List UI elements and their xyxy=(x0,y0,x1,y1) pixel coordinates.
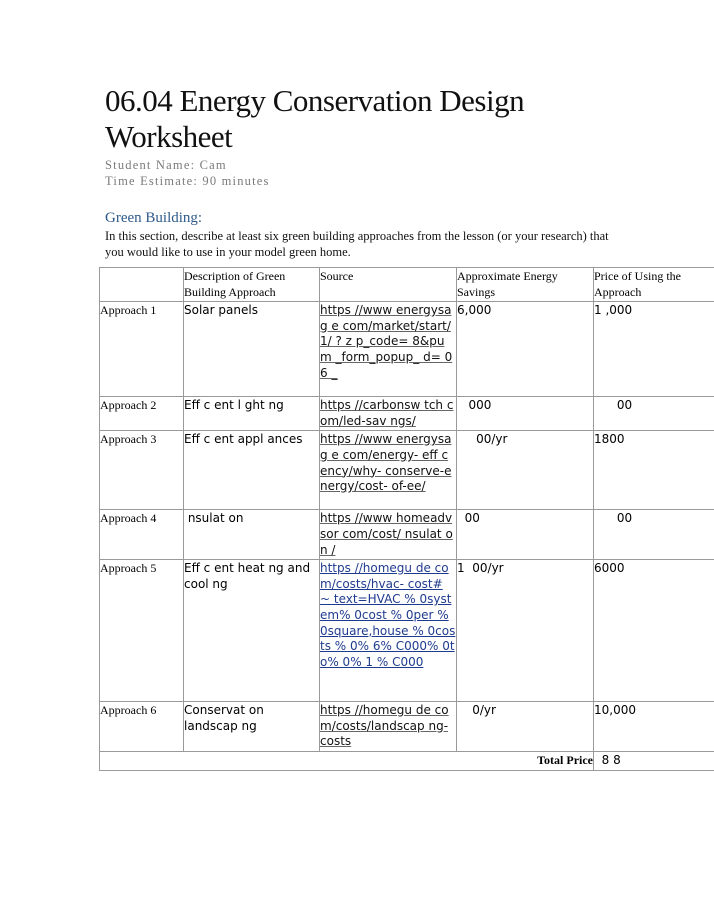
approach-savings: 1 00/yr xyxy=(457,560,594,702)
approach-table xyxy=(99,267,714,771)
approach-description: Eff c ent l ght ng xyxy=(184,397,320,431)
approach-description: Eff c ent appl ances xyxy=(184,431,320,510)
total-price-value: 8 8 xyxy=(594,751,714,770)
approach-description: Solar panels xyxy=(184,302,320,397)
table-header-row xyxy=(100,268,714,302)
approach-price: 1 ,000 xyxy=(594,302,714,397)
table-row xyxy=(100,560,714,702)
header-cell-blank xyxy=(100,268,184,302)
total-row xyxy=(100,751,714,770)
section-intro: In this section, describe at least six green building approaches from the lesson (or your research) that you would like to use in your model green home. xyxy=(105,229,609,259)
page-title: 06.04 Energy Conservation Design Worksheet xyxy=(105,83,525,154)
approach-savings: 6,000 xyxy=(457,302,594,397)
approach-description: Eff c ent heat ng and cool ng xyxy=(184,560,320,702)
table-row xyxy=(100,431,714,510)
time-estimate: Time Estimate: 90 minutes xyxy=(105,174,270,188)
approach-label: Approach 1 xyxy=(100,302,184,397)
approach-description: Conservat on landscap ng xyxy=(184,702,320,752)
source-link[interactable]: https //homegu de co m/costs/hvac- cost# ~ text=HVAC % 0system% 0cost % 0per % 0square,house % 0costs % 0% 6% C000% 0t o% 0% 1 % C000 xyxy=(320,561,456,669)
table-row xyxy=(100,397,714,431)
table-row xyxy=(100,702,714,752)
approach-savings: 0/yr xyxy=(457,702,594,752)
approach-price: 6000 xyxy=(594,560,714,702)
approach-description: nsulat on xyxy=(184,510,320,560)
approach-price: 1800 xyxy=(594,431,714,510)
approach-price: 10,000 xyxy=(594,702,714,752)
approach-savings: 000 xyxy=(457,397,594,431)
table-row xyxy=(100,302,714,397)
source-link[interactable]: https //www energysag e com/market/start/1/ ? z p_code= 8&pum _form_popup_ d= 0 6 _ xyxy=(320,303,453,380)
approach-label: Approach 5 xyxy=(100,560,184,702)
header-source: Source xyxy=(320,268,457,302)
student-name: Student Name: Cam xyxy=(105,158,227,172)
approach-savings: 00 xyxy=(457,510,594,560)
source-link[interactable]: https //homegu de co m/costs/landscap ng- costs xyxy=(320,703,449,749)
source-link[interactable]: https //www energysag e com/energy- eff c ency/why- conserve-energy/cost- of-ee/ xyxy=(320,432,452,494)
approach-label: Approach 3 xyxy=(100,431,184,510)
table-row xyxy=(100,510,714,560)
approach-label: Approach 2 xyxy=(100,397,184,431)
approach-savings: 00/yr xyxy=(457,431,594,510)
approach-price: 00 xyxy=(594,397,714,431)
approach-label: Approach 6 xyxy=(100,702,184,752)
approach-label: Approach 4 xyxy=(100,510,184,560)
source-link[interactable]: https //www homeadv sor com/cost/ nsulat on / xyxy=(320,511,453,557)
header-description: Description of Green Building Approach xyxy=(184,268,320,302)
header-price: Price of Using the Approach xyxy=(594,268,714,302)
section-heading: Green Building: xyxy=(105,210,203,226)
header-savings: Approximate Energy Savings xyxy=(457,268,594,302)
source-link[interactable]: https //carbonsw tch c om/led-sav ngs/ xyxy=(320,398,454,428)
approach-price: 00 xyxy=(594,510,714,560)
total-price-label: Total Price xyxy=(100,751,594,770)
